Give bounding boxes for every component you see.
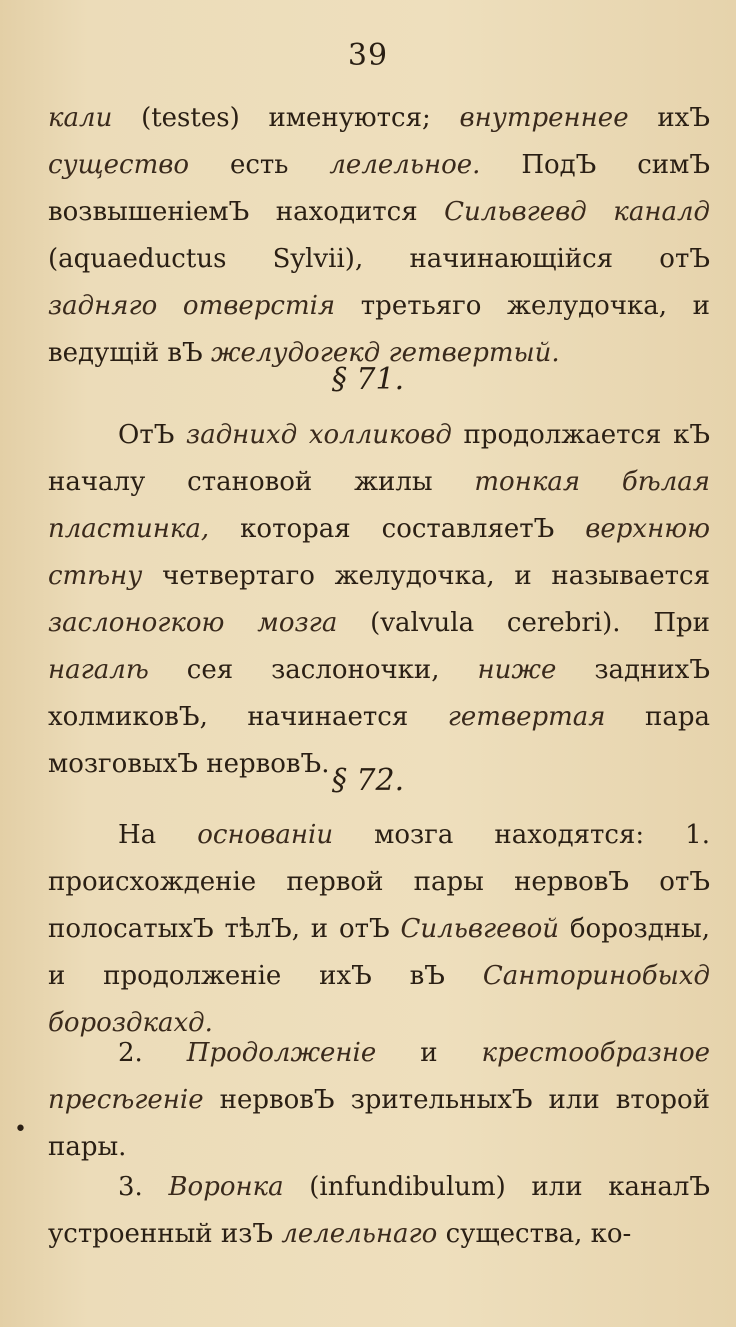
italic-term: желудогекд гетвертый. (210, 338, 560, 368)
margin-dot: • (14, 1117, 27, 1142)
italic-term: нагалѣ (48, 655, 149, 685)
text-run: продолжается кЪ началу становой жилы (48, 420, 710, 497)
text-run: (valvula cerebri). При (337, 608, 710, 638)
section-heading-72: § 72. (331, 763, 405, 798)
text-run: 3. (118, 1172, 169, 1202)
text-run: третьяго желудочка, и ведущій вЪ (48, 291, 710, 368)
text-run: которая составляетЪ (209, 514, 586, 544)
text-run: сея заслоночки, (148, 655, 478, 685)
paragraph-1 (48, 95, 710, 377)
text-run: есть (189, 150, 330, 180)
text-run: ихЪ (628, 103, 710, 133)
italic-term: крестообразное пресѣгеніе (48, 1038, 710, 1115)
text-run: ОтЪ (118, 420, 187, 450)
text-run: 2. (118, 1038, 187, 1068)
italic-term: задняго отверстія (48, 291, 336, 321)
text-run: (infundibulum) или каналЪ устроенный изЪ (48, 1172, 710, 1249)
text-run: нервовЪ зрительныхЪ или второй пары. (48, 1085, 710, 1162)
italic-term: основаніи (197, 820, 334, 850)
text-run: бороздны, и продолженіе ихЪ вЪ (48, 914, 710, 991)
text-run: мозга находятся: 1. происхожденіе первой пары нервовЪ отЪ полосатыхЪ тѣлЪ, и отЪ (48, 820, 710, 944)
text-run: существа, ко- (437, 1219, 632, 1249)
page-number: 39 (347, 38, 389, 73)
italic-term: заднихд холликовд (186, 420, 452, 450)
text-run: На (118, 820, 198, 850)
italic-term: заслоногкою мозга (48, 608, 338, 638)
paragraph-2 (48, 412, 710, 788)
italic-term: Санторинобыхд бороздкахд. (48, 961, 710, 1038)
section-heading-71: § 71. (331, 362, 405, 397)
italic-term: тонкая бѣлая пластинка, (48, 467, 710, 544)
text-run: заднихЪ холмиковЪ, начинается (48, 655, 711, 732)
italic-term: кали (48, 103, 113, 133)
text-run: ПодЪ симЪ возвышеніемЪ находится (48, 150, 710, 227)
italic-term: лелельное. (329, 150, 481, 180)
paragraph-5 (48, 1164, 710, 1258)
text-run: и (376, 1038, 482, 1068)
italic-term: гетвертая (447, 702, 606, 732)
italic-term: ниже (477, 655, 557, 685)
italic-term: Сильвгевд каналд (444, 197, 710, 227)
italic-term: Сильвгевой (400, 914, 560, 944)
text-run: (testes) именуются; (112, 103, 460, 133)
italic-term: внутреннее (459, 103, 629, 133)
italic-term: Воронка (168, 1172, 284, 1202)
italic-term: лелельнаго (281, 1219, 438, 1249)
paragraph-4 (48, 1030, 710, 1171)
text-run: пара мозговыхЪ нервовЪ. (48, 702, 710, 779)
italic-term: верхнюю стѣну (48, 514, 710, 591)
paragraph-3 (48, 812, 710, 1047)
text-run: (aquaeductus Sylvii), начинающійся отЪ (48, 244, 710, 274)
text-run: четвертаго желудочка, и называется (142, 561, 710, 591)
italic-term: существо (48, 150, 190, 180)
italic-term: Продолженіе (186, 1038, 377, 1068)
